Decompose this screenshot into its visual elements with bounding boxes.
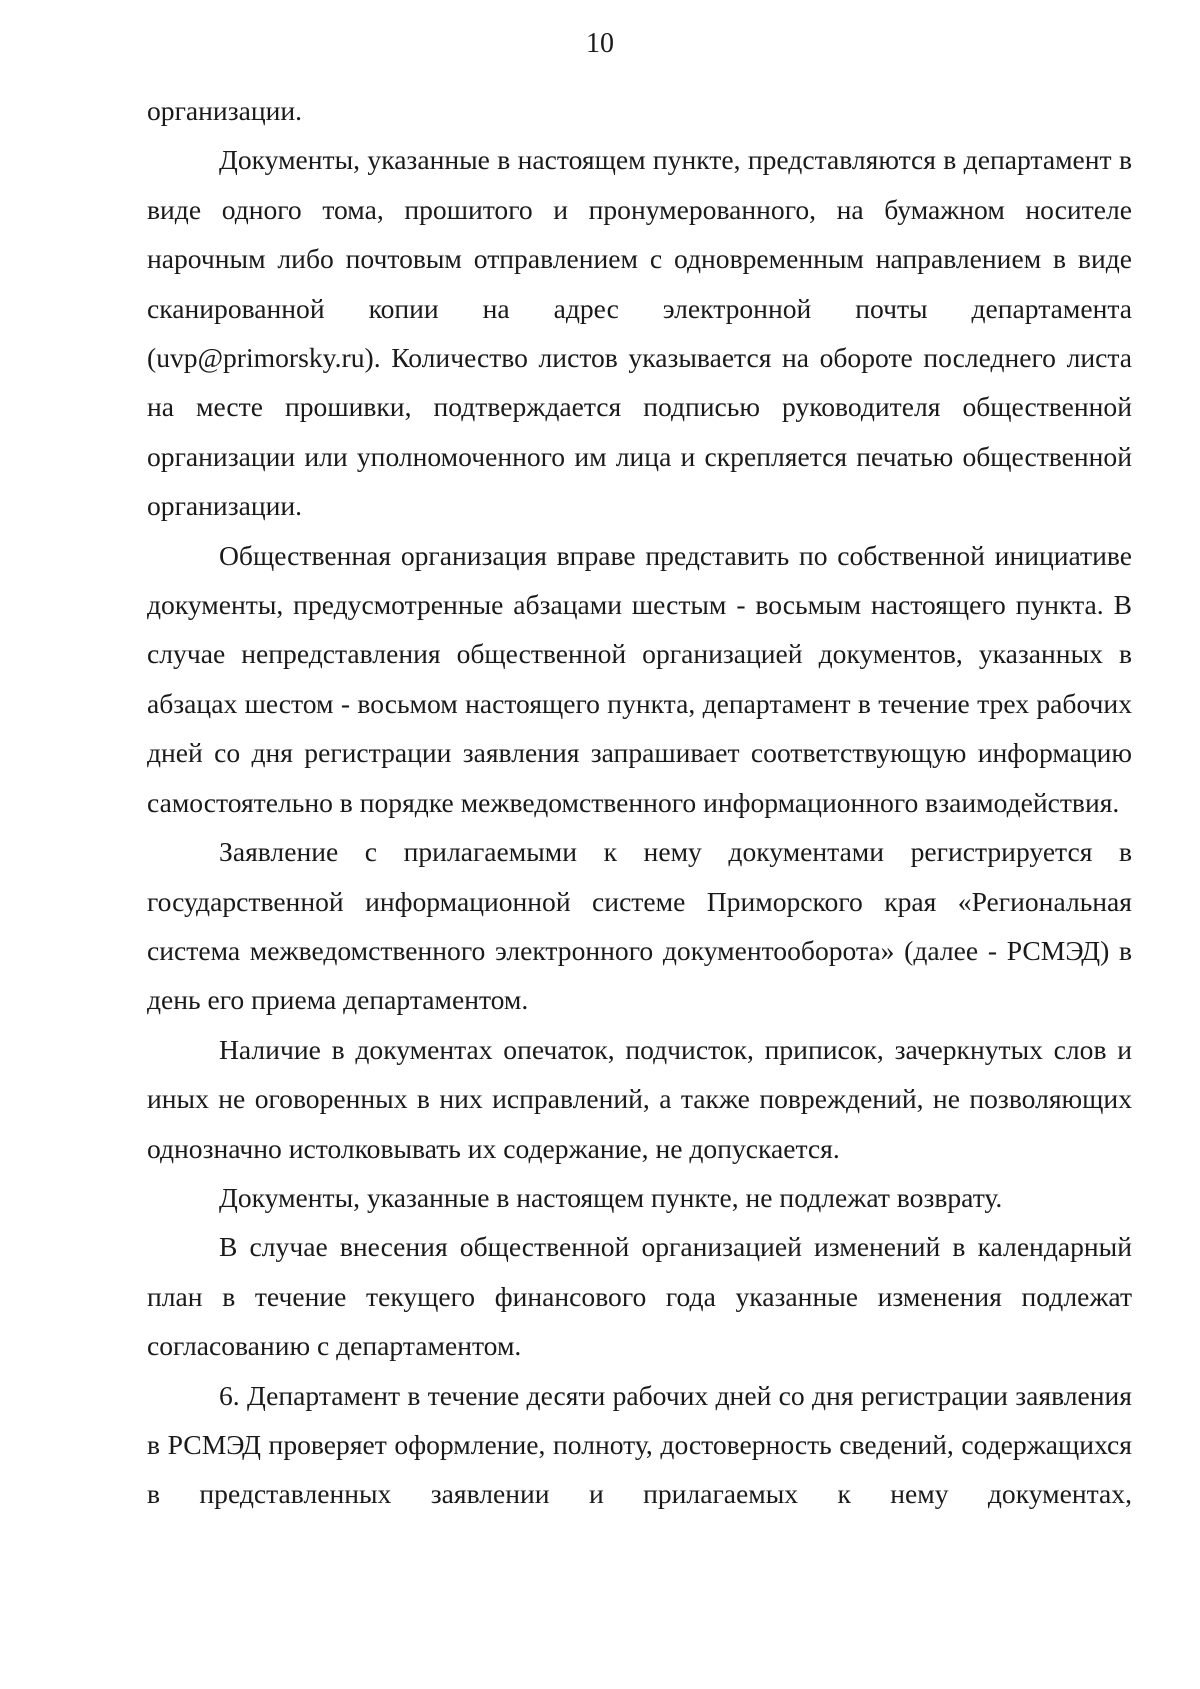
- paragraph-corrections: Наличие в документах опечаток, подчисток, приписок, зачеркнутых слов и иных не оговоренных в них исправлений, а также повреждений, не позволяющих однозначно истолковывать их содержание, не допускается.: [147, 1033, 1132, 1164]
- document-body: [147, 86, 1132, 1519]
- paragraph-documents-submission: Документы, указанные в настоящем пункте, представляются в департамент в виде одного тома, прошитого и пронумерованного, на бумажном носителе нарочным либо почтовым отправлением с одновременным направлением в виде сканированной копии на адрес электронной почты департамента (uvp@primorsky.ru). Количество листов указывается на обороте последнего листа на месте прошивки, подтверждается подписью руководителя общественной организации или уполномоченного им лица и скрепляется печатью общественной организации.: [147, 144, 1132, 522]
- paragraph-continuation: организации.: [147, 95, 303, 126]
- paragraph-registration: Заявление с прилагаемыми к нему документами регистрируется в государственной информационной системе Приморского края «Региональная система межведомственного электронного документооборота» (далее - РСМЭД) в день его приема департаментом.: [147, 836, 1132, 1016]
- page-number: 10: [586, 28, 614, 59]
- paragraph-no-return: Документы, указанные в настоящем пункте, не подлежат возврату.: [219, 1181, 1003, 1213]
- paragraph-calendar-plan: В случае внесения общественной организацией изменений в календарный план в течение текущего финансового года указанные изменения подлежат согласованию с департаментом.: [147, 1231, 1132, 1362]
- paragraph-item-6: 6. Департамент в течение десяти рабочих дней со дня регистрации заявления в РСМЭД проверяет оформление, полноту, достоверность сведений, содержащихся в представленных заявлении и прилагаемых к нему документах,: [147, 1379, 1132, 1510]
- paragraph-own-initiative: Общественная организация вправе представить по собственной инициативе документы, предусмотренные абзацами шестым - восьмым настоящего пункта. В случае непредставления общественной организацией документов, указанных в абзацах шестом - восьмом настоящего пункта, департамент в течение трех рабочих дней со дня регистрации заявления запрашивает соответствующую информацию самостоятельно в порядке межведомственного информационного взаимодействия.: [147, 539, 1132, 818]
